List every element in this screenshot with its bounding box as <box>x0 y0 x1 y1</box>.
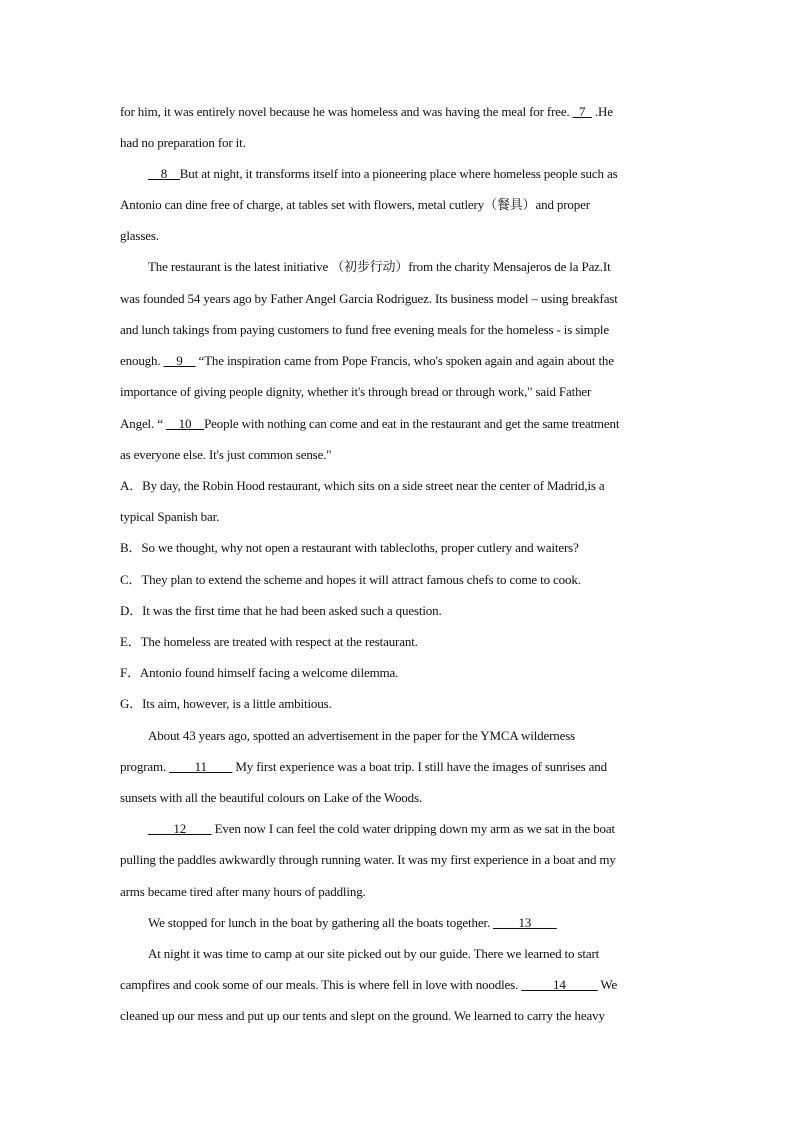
option-d: D．It was the first time that he had been asked such a question. <box>120 603 442 618</box>
paragraph-line: __8__But at night, it transforms itself into a pioneering place where homeless people such as <box>148 166 618 181</box>
option-c: C．They plan to extend the scheme and hopes it will attract famous chefs to come to cook. <box>120 572 581 587</box>
paragraph-line: and lunch takings from paying customers to fund free evening meals for the homeless - is simple <box>120 322 610 337</box>
option-g: G．Its aim, however, is a little ambitious. <box>120 696 332 711</box>
paragraph-line: ____12____ Even now I can feel the cold water dripping down my arm as we sat in the boat <box>148 821 615 836</box>
paragraph-line: as everyone else. It's just common sense." <box>120 447 332 462</box>
paragraph-line: for him, it was entirely novel because he was homeless and was having the meal for free. _7_ .He <box>120 104 613 119</box>
answer-blank-14[interactable]: _____14_____ <box>521 977 598 992</box>
paragraph-line: Angel. “ __10__People with nothing can come and eat in the restaurant and get the same treatment <box>120 416 620 431</box>
option-a-line-2: typical Spanish bar. <box>120 509 220 524</box>
paragraph-line: pulling the paddles awkwardly through running water. It was my first experience in a boat and my <box>120 852 616 867</box>
paragraph-line: At night it was time to camp at our site picked out by our guide. There we learned to start <box>148 946 600 961</box>
answer-blank-11[interactable]: ____11____ <box>169 759 233 774</box>
paragraph-line: was founded 54 years ago by Father Angel Garcia Rodriguez. Its business model – using breakfast <box>120 291 618 306</box>
answer-blank-12[interactable]: ____12____ <box>148 821 212 836</box>
paragraph-line: had no preparation for it. <box>120 135 246 150</box>
option-b: B．So we thought, why not open a restaurant with tablecloths, proper cutlery and waiters? <box>120 540 579 555</box>
paragraph-line: Antonio can dine free of charge, at tables set with flowers, metal cutlery（餐具）and proper <box>120 197 590 212</box>
answer-blank-7[interactable]: _7_ <box>572 104 592 119</box>
paragraph-line: The restaurant is the latest initiative （初步行动）from the charity Mensajeros de la Paz.It <box>148 259 611 274</box>
option-f: F．Antonio found himself facing a welcome dilemma. <box>120 665 399 680</box>
paragraph-line: sunsets with all the beautiful colours on Lake of the Woods. <box>120 790 423 805</box>
paragraph-line: program. ____11____ My first experience was a boat trip. I still have the images of sunrises and <box>120 759 607 774</box>
answer-blank-8[interactable]: __8__ <box>148 166 180 181</box>
answer-blank-10[interactable]: __10__ <box>165 416 205 431</box>
paragraph-line: We stopped for lunch in the boat by gathering all the boats together. ____13____ <box>148 915 557 930</box>
answer-blank-9[interactable]: __9__ <box>163 353 196 368</box>
option-a-line-1: A．By day, the Robin Hood restaurant, which sits on a side street near the center of Madrid,is a <box>120 478 605 493</box>
answer-blank-13[interactable]: ____13____ <box>493 915 557 930</box>
paragraph-line: importance of giving people dignity, whether it's through bread or through work," said Father <box>120 384 592 399</box>
paragraph-line: glasses. <box>120 228 159 243</box>
paragraph-line: cleaned up our mess and put up our tents and slept on the ground. We learned to carry the heavy <box>120 1008 605 1023</box>
paragraph-line: About 43 years ago, spotted an advertisement in the paper for the YMCA wilderness <box>148 728 576 743</box>
paragraph-line: enough. __9__ “The inspiration came from Pope Francis, who's spoken again and again about the <box>120 353 614 368</box>
paragraph-line: arms became tired after many hours of paddling. <box>120 884 366 899</box>
paragraph-line: campfires and cook some of our meals. This is where fell in love with noodles. _____14_____ We <box>120 977 618 992</box>
option-e: E．The homeless are treated with respect at the restaurant. <box>120 634 418 649</box>
